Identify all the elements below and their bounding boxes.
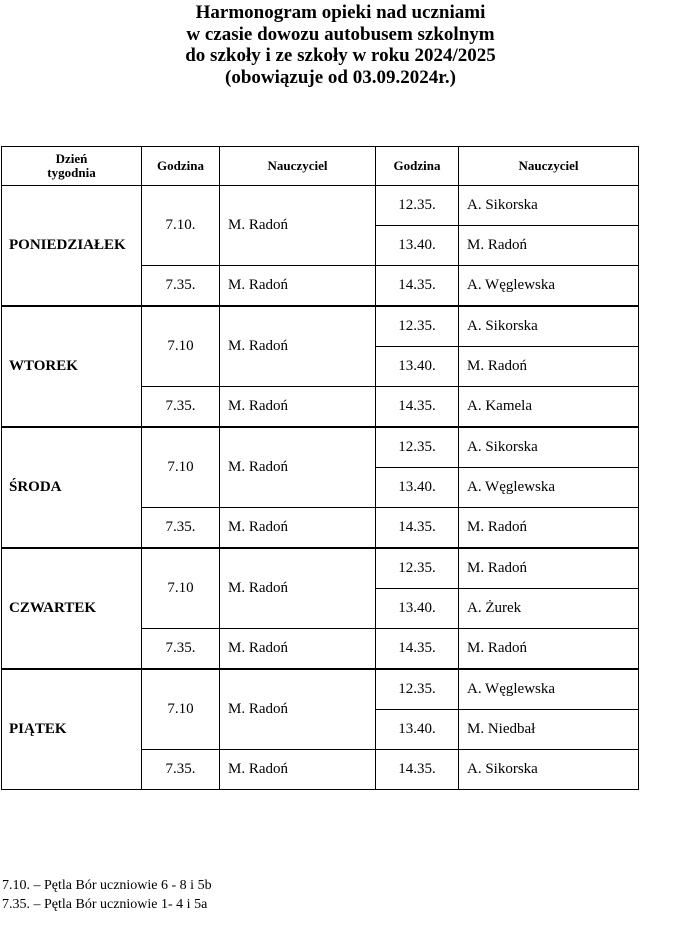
- morning-teacher: M. Radoń: [220, 669, 376, 750]
- header-hour-afternoon: Godzina: [376, 147, 459, 186]
- header-hour-morning: Godzina: [142, 147, 220, 186]
- afternoon-hour: 14.35.: [376, 266, 459, 307]
- header-teacher-morning: Nauczyciel: [220, 147, 376, 186]
- morning-teacher: M. Radoń: [220, 750, 376, 790]
- afternoon-hour: 12.35.: [376, 186, 459, 226]
- morning-hour: 7.35.: [142, 387, 220, 428]
- header-row: [2, 147, 639, 186]
- morning-hour: 7.10: [142, 669, 220, 750]
- morning-hour: 7.10: [142, 306, 220, 387]
- title-line-2: w czasie dowozu autobusem szkolnym: [186, 23, 495, 45]
- table-row: [2, 186, 639, 226]
- afternoon-teacher: A. Kamela: [459, 387, 639, 428]
- afternoon-teacher: A. Węglewska: [459, 669, 639, 710]
- afternoon-teacher: A. Węglewska: [459, 468, 639, 508]
- afternoon-teacher: M. Radoń: [459, 226, 639, 266]
- morning-hour: 7.35.: [142, 629, 220, 670]
- morning-teacher: M. Radoń: [220, 306, 376, 387]
- day-name: PIĄTEK: [2, 669, 142, 790]
- header-teacher-afternoon: Nauczyciel: [459, 147, 639, 186]
- afternoon-hour: 14.35.: [376, 629, 459, 670]
- afternoon-hour: 13.40.: [376, 226, 459, 266]
- afternoon-hour: 12.35.: [376, 669, 459, 710]
- header-day-line-2: tygodnia: [47, 165, 96, 180]
- header-day: [2, 147, 142, 186]
- day-name: WTOREK: [2, 306, 142, 427]
- afternoon-hour: 13.40.: [376, 710, 459, 750]
- morning-hour: 7.35.: [142, 266, 220, 307]
- morning-teacher: M. Radoń: [220, 629, 376, 670]
- afternoon-hour: 13.40.: [376, 468, 459, 508]
- afternoon-teacher: A. Sikorska: [459, 427, 639, 468]
- schedule-body: [2, 186, 639, 790]
- document-title: [0, 2, 681, 88]
- table-row: [2, 306, 639, 347]
- afternoon-teacher: M. Niedbał: [459, 710, 639, 750]
- morning-teacher: M. Radoń: [220, 427, 376, 508]
- afternoon-hour: 12.35.: [376, 548, 459, 589]
- title-line-1: Harmonogram opieki nad uczniami: [195, 2, 486, 23]
- afternoon-teacher: A. Żurek: [459, 589, 639, 629]
- table-row: [2, 427, 639, 468]
- schedule-table: [1, 146, 639, 790]
- day-name: ŚRODA: [2, 427, 142, 548]
- table-row: [2, 669, 639, 710]
- legend-line-1: 7.10. – Pętla Bór uczniowie 6 - 8 i 5b: [2, 878, 212, 893]
- afternoon-teacher: A. Węglewska: [459, 266, 639, 307]
- morning-hour: 7.35.: [142, 508, 220, 549]
- afternoon-teacher: M. Radoń: [459, 629, 639, 670]
- afternoon-teacher: A. Sikorska: [459, 306, 639, 347]
- title-line-4: (obowiązuje od 03.09.2024r.): [225, 66, 456, 88]
- header-day-line-1: Dzień: [55, 151, 88, 166]
- afternoon-hour: 13.40.: [376, 589, 459, 629]
- afternoon-teacher: A. Sikorska: [459, 750, 639, 790]
- table-row: [2, 548, 639, 589]
- legend: [2, 876, 212, 914]
- afternoon-hour: 12.35.: [376, 306, 459, 347]
- title-line-3: do szkoły i ze szkoły w roku 2024/2025: [185, 45, 496, 66]
- afternoon-teacher: M. Radoń: [459, 347, 639, 387]
- morning-teacher: M. Radoń: [220, 548, 376, 629]
- afternoon-hour: 14.35.: [376, 508, 459, 549]
- morning-hour: 7.35.: [142, 750, 220, 790]
- morning-hour: 7.10.: [142, 186, 220, 266]
- afternoon-teacher: M. Radoń: [459, 508, 639, 549]
- afternoon-teacher: M. Radoń: [459, 548, 639, 589]
- morning-hour: 7.10: [142, 427, 220, 508]
- morning-teacher: M. Radoń: [220, 266, 376, 307]
- afternoon-teacher: A. Sikorska: [459, 186, 639, 226]
- morning-teacher: M. Radoń: [220, 186, 376, 266]
- afternoon-hour: 13.40.: [376, 347, 459, 387]
- afternoon-hour: 14.35.: [376, 387, 459, 428]
- afternoon-hour: 12.35.: [376, 427, 459, 468]
- legend-line-2: 7.35. – Pętla Bór uczniowie 1- 4 i 5a: [2, 897, 208, 912]
- day-name: PONIEDZIAŁEK: [2, 186, 142, 307]
- morning-teacher: M. Radoń: [220, 508, 376, 549]
- afternoon-hour: 14.35.: [376, 750, 459, 790]
- day-name: CZWARTEK: [2, 548, 142, 669]
- morning-teacher: M. Radoń: [220, 387, 376, 428]
- morning-hour: 7.10: [142, 548, 220, 629]
